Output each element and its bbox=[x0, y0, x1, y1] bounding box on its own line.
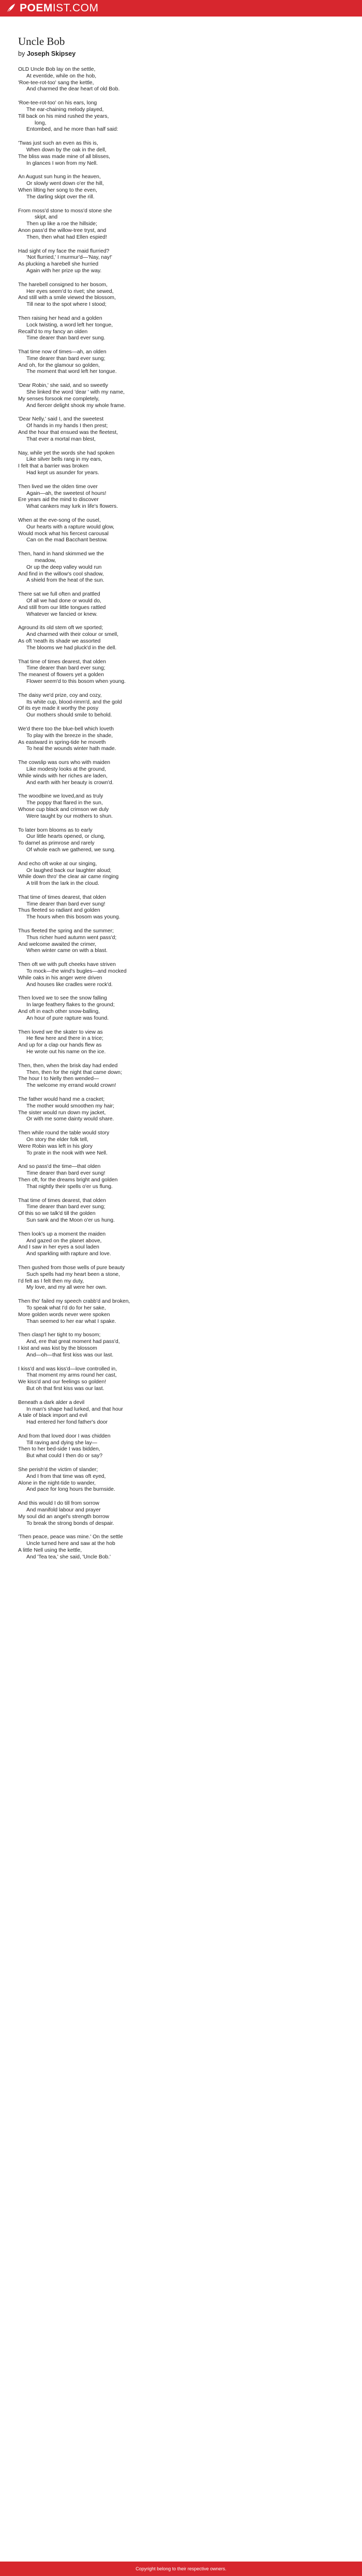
poem-line: The ear-chaining melody played, bbox=[26, 106, 104, 113]
poem-line: Than seemed to her ear what I spake. bbox=[26, 1318, 116, 1324]
poem-line: Then while round the table would story bbox=[18, 1130, 110, 1136]
poem-line: Of all we had done or would do, bbox=[26, 598, 101, 604]
poem-line: The cowslip was ours who with maiden bbox=[18, 760, 110, 766]
poem-line: Sun sank and the Moon o'er us hung. bbox=[26, 1217, 115, 1223]
poem-line: Aground its old stem oft we sported; bbox=[18, 625, 103, 631]
poem-stanza bbox=[18, 383, 344, 409]
poem-line: 'Dear Nelly,' said I, and the sweetest bbox=[18, 416, 104, 423]
poem-line: The darling skipt over the rill. bbox=[26, 194, 95, 200]
poem-line: To mock—the wind's bugles—and mocked bbox=[26, 969, 127, 975]
poem-line: In large feathery flakes to the ground; bbox=[26, 1002, 115, 1008]
poem-line: Whose cup black and crimson we duly bbox=[18, 806, 109, 813]
poem-line: Beneath a dark alder a devil bbox=[18, 1399, 85, 1406]
poem-line: To break the strong bonds of despair. bbox=[26, 1520, 114, 1526]
poem-line: Time dearer than bard ever sung; bbox=[26, 665, 105, 672]
poem-line: He wrote out his name on the ice. bbox=[26, 1049, 106, 1055]
poem-line: She perish'd the victim of slander; bbox=[18, 1467, 98, 1473]
poem-stanza bbox=[18, 1467, 344, 1493]
byline-prefix: by bbox=[18, 50, 25, 57]
poem-line: And houses like cradles were rock'd. bbox=[26, 981, 113, 988]
poem-line: A little Nell using the kettle, bbox=[18, 1548, 82, 1554]
poem-body bbox=[18, 67, 344, 1561]
poem-line: And echo oft woke at our singing, bbox=[18, 861, 97, 867]
poem-line: To later born blooms as to early bbox=[18, 827, 93, 833]
poem-line: And charmed the dear heart of old Bob. bbox=[26, 86, 120, 92]
poem-line: Entombed, and he more than half said: bbox=[26, 127, 118, 133]
poem-line: To heal the wounds winter hath made. bbox=[26, 746, 116, 752]
poem-line: Or with me some dainty would share. bbox=[26, 1116, 114, 1122]
poem-line: I'd felt as I felt then my duty, bbox=[18, 1278, 84, 1284]
poem-line: 'Roe-tee-rot-too' on his ears, long bbox=[18, 100, 97, 106]
poem-line: But oh that first kiss was our last. bbox=[26, 1385, 104, 1392]
poem-line: Lock twisting, a word left her tongue, bbox=[26, 322, 113, 328]
poem-stanza bbox=[18, 67, 344, 93]
poem-line: And charmed with their colour or smell, bbox=[26, 632, 118, 638]
poem-line: And the hour that ensued was the fleetest, bbox=[18, 430, 118, 436]
poem-line: 'Twas just such an even as this is, bbox=[18, 140, 98, 147]
poem-line: Till near to the spot where I stood; bbox=[26, 302, 107, 308]
poem-line: I kiss'd and was kiss'd—love controlled in, bbox=[18, 1366, 117, 1372]
poem-line: Then gushed from those wells of pure beauty bbox=[18, 1264, 125, 1271]
poem-line: Then raising her head and a golden bbox=[18, 315, 102, 321]
poem-line: Or up the deep valley would run bbox=[26, 564, 102, 570]
poem-stanza bbox=[18, 760, 344, 786]
poem-stanza bbox=[18, 1097, 344, 1123]
poem-line: That nightly their spells o'er us flung. bbox=[26, 1183, 113, 1190]
poem-line: In glances I won from my Nell. bbox=[26, 160, 98, 166]
poem-line: meadow, bbox=[35, 558, 56, 564]
poem-line: 'Roe-tee-rot-too' sang the kettle, bbox=[18, 80, 94, 86]
poem-line: Of this so we talk'd till the golden bbox=[18, 1211, 96, 1217]
brand-light: IST.COM bbox=[52, 2, 99, 14]
poem-line: 'Then peace, peace was mine.' On the settle bbox=[18, 1534, 123, 1540]
poem-line: Would mock what his fiercest carousal bbox=[18, 530, 109, 537]
poem-line: The father would hand me a cracket; bbox=[18, 1097, 105, 1103]
poem-line: We'd there too the blue-bell which loveth bbox=[18, 726, 114, 732]
poem-line: The hours when this bosom was young. bbox=[26, 914, 120, 920]
poem-line: To play with the breeze in the shade, bbox=[26, 732, 113, 739]
poem-line: What cankers may lurk in life's flowers. bbox=[26, 504, 118, 510]
poem-line: Her eyes seem'd to rivet; she sewed, bbox=[26, 288, 114, 294]
byline bbox=[18, 50, 344, 57]
poem-line: Then loved we the skater to view as bbox=[18, 1029, 103, 1035]
poem-line: I kist and was kist by the blossom bbox=[18, 1345, 97, 1351]
poem-line: Then lived we the olden time over bbox=[18, 483, 98, 490]
poem-stanza bbox=[18, 625, 344, 651]
poem-line: Of its eye made it worthy the posy bbox=[18, 706, 99, 712]
poem-line: Time dearer than bard ever sung! bbox=[26, 901, 105, 907]
site-logo[interactable] bbox=[5, 2, 99, 14]
poem-line: In man's shape had lurked, and that hour bbox=[26, 1406, 123, 1412]
poem-line: And find in the willow's cool shadow, bbox=[18, 571, 104, 577]
poem-stanza bbox=[18, 1433, 344, 1460]
poem-line: Anon pass'd the willow-tree tryst, and bbox=[18, 227, 107, 233]
poem-stanza bbox=[18, 591, 344, 618]
poem-line: Ere years aid the mind to discover bbox=[18, 497, 99, 503]
poem-line: Had entered her fond father's door bbox=[26, 1419, 108, 1426]
poem-line: Whatever we fancied or knew. bbox=[26, 611, 98, 617]
poem-line: While winds with her riches are laden, bbox=[18, 773, 108, 779]
poem-line: I felt that a barrier was broken bbox=[18, 463, 89, 470]
poem-line: While down thro' the clear air came ringing bbox=[18, 874, 119, 880]
poem-stanza bbox=[18, 1501, 344, 1527]
poem-line: The daisy we'd prize, coy and cozy, bbox=[18, 692, 102, 698]
poem-line: Then look's up a moment the maiden bbox=[18, 1231, 106, 1237]
poem-line: Nay, while yet the words she had spoken bbox=[18, 450, 115, 456]
poem-line: And fiercer delight shook my whole frame. bbox=[26, 402, 126, 409]
poem-line: Then oft, for the dreams bright and golden bbox=[18, 1177, 118, 1183]
poem-line: And so pass'd the time—that olden bbox=[18, 1164, 101, 1170]
poem-stanza bbox=[18, 174, 344, 200]
poem-line: To prate in the nook with wee Nell. bbox=[26, 1150, 108, 1156]
poem-line: Then oft we with puft cheeks have striven bbox=[18, 962, 116, 968]
site-brand bbox=[20, 2, 99, 14]
poem-line: When at the eve-song of the ousel, bbox=[18, 518, 101, 524]
poem-line: And manifold labour and prayer bbox=[26, 1507, 101, 1513]
poem-line: Of hands in my hands I then prest; bbox=[26, 423, 108, 429]
poem-line: And from that loved door I was chidden bbox=[18, 1433, 111, 1439]
poem-line: Time dearer than bard ever sung; bbox=[26, 355, 105, 362]
poem-line: Its white cup, blood-rimm'd, and the gold bbox=[26, 699, 122, 705]
poem-stanza bbox=[18, 208, 344, 241]
poem-line: More golden words never were spoken bbox=[18, 1312, 110, 1318]
poem-line: Then loved we to see the snow falling bbox=[18, 995, 107, 1002]
poem-line: And still from our little tongues rattled bbox=[18, 604, 106, 611]
poem-line: That time of times dearest, that olden bbox=[18, 659, 106, 665]
poem-stanza bbox=[18, 1164, 344, 1190]
poem-line: The welcome my errand would crown! bbox=[26, 1083, 116, 1089]
poem-line: And earth with her beauty is crown'd. bbox=[26, 779, 114, 786]
poem-line: And oh, for the glamour so golden, bbox=[18, 362, 100, 368]
poem-line: The woodbine we loved,and as truly bbox=[18, 793, 103, 800]
poem-stanza bbox=[18, 1198, 344, 1224]
poem-line: And—oh—that first kiss was our last. bbox=[26, 1352, 114, 1358]
poem-stanza bbox=[18, 140, 344, 167]
poem-stanza bbox=[18, 995, 344, 1022]
poem-line: She linked the word 'dear ' with my name, bbox=[26, 389, 125, 396]
poem-line: The blooms we had pluck'd in the dell. bbox=[26, 645, 117, 651]
poem-line: long, bbox=[35, 120, 47, 126]
quill-logo-icon bbox=[5, 3, 17, 14]
poem-line: Or laughed back our laughter aloud; bbox=[26, 867, 112, 873]
poem-line: That moment my arms round her cast, bbox=[26, 1372, 117, 1379]
poem-line: The moment that word left her tongue. bbox=[26, 369, 117, 375]
poem-stanza bbox=[18, 861, 344, 887]
poem-line: Then, then for the night that came down; bbox=[26, 1069, 122, 1075]
poem-line: Then, hand in hand skimmed we the bbox=[18, 551, 104, 557]
poem-line: Had sight of my face the maid flurried? bbox=[18, 248, 110, 254]
poem-line: My senses forsook me completely, bbox=[18, 396, 100, 402]
poem-line: When down by the oak in the dell, bbox=[26, 147, 107, 153]
poem-line: Then, then what had Ellen espied! bbox=[26, 234, 107, 240]
poem-line: Time dearer than bard ever sung. bbox=[26, 335, 105, 341]
poem-line: On story the elder folk tell, bbox=[26, 1137, 88, 1143]
poem-line: Then, then, when the brisk day had ended bbox=[18, 1063, 118, 1069]
poem-stanza bbox=[18, 484, 344, 510]
poem-line: The sister would run down my jacket, bbox=[18, 1110, 106, 1116]
site-footer bbox=[0, 2562, 362, 2576]
poem-line: Till back on his mind rushed the years, bbox=[18, 113, 109, 119]
poem-stanza bbox=[18, 726, 344, 753]
poem-line: Time dearer than bard ever sung; bbox=[26, 1204, 105, 1210]
poem-stanza bbox=[18, 793, 344, 820]
poem-stanza bbox=[18, 450, 344, 477]
poem-stanza bbox=[18, 1029, 344, 1056]
poem-line: A trill from the lark in the cloud. bbox=[26, 881, 99, 887]
poem-line: Thus fleeted so radiant and golden bbox=[18, 908, 100, 914]
poem-line: My soul did an angel's strength borrow bbox=[18, 1513, 109, 1520]
poem-line: That ever a mortal man blest, bbox=[26, 436, 96, 442]
poem-line: Thus fleeted the spring and the summer; bbox=[18, 928, 114, 934]
poem-line: And 'Tea tea,' she said, 'Uncle Bob.' bbox=[26, 1554, 111, 1560]
poem-line: And gazed on the planet above, bbox=[26, 1238, 102, 1244]
poem-line: An hour of pure rapture was found. bbox=[26, 1015, 109, 1021]
poem-line: Again—ah, the sweetest of hours! bbox=[26, 490, 107, 496]
poem-stanza bbox=[18, 1400, 344, 1426]
poem-line: And still with a smile viewed the blossom, bbox=[18, 295, 116, 301]
poem-line: Flower seem'd to this bosom when young. bbox=[26, 678, 126, 684]
poem-line: At eventide, while on the hob, bbox=[26, 73, 97, 79]
poem-line: Then up like a roe the hillside; bbox=[26, 221, 97, 227]
poem-line: A shield from the heat of the sun. bbox=[26, 577, 104, 584]
poem-line: The bliss was made mine of all blisses, bbox=[18, 153, 110, 160]
poem-stanza bbox=[18, 100, 344, 133]
poem-line: Were taught by our mothers to shun. bbox=[26, 813, 113, 819]
poem-line: And welcome awaited the crimer, bbox=[18, 941, 97, 947]
poem-line: The mother would smoothen my hair; bbox=[26, 1103, 114, 1109]
poem-content bbox=[0, 17, 362, 1561]
poem-stanza bbox=[18, 1332, 344, 1359]
poem-line: We kiss'd and our feelings so golden! bbox=[18, 1379, 107, 1385]
poem-line: A tale of black import and evil bbox=[18, 1413, 87, 1419]
poem-stanza bbox=[18, 828, 344, 854]
poem-line: Thus richer hued autumn went pass'd; bbox=[26, 934, 117, 941]
poem-line: And, ere that great moment had pass'd, bbox=[26, 1339, 120, 1345]
poem-line: Or slowly went down o'er the hill, bbox=[26, 181, 104, 187]
poem-line: When lilting her song to the even, bbox=[18, 187, 97, 193]
poem-line: Such spells had my heart been a stone, bbox=[26, 1271, 120, 1277]
poem-line: Can on the mad Bacchant bestow. bbox=[26, 537, 108, 543]
poem-line: The harebell consigned to her bosom, bbox=[18, 282, 108, 288]
poem-stanza bbox=[18, 1265, 344, 1291]
poem-line: Till raving and dying she lay— bbox=[26, 1440, 97, 1446]
poem-line: Recall'd to my fancy an olden bbox=[18, 329, 88, 335]
poem-line: Again with her prize up the way. bbox=[26, 268, 102, 274]
poem-line: There sat we full often and prattled bbox=[18, 591, 100, 598]
poem-line: 'Not flurried,' I murmur'd—'Nay, nay!' bbox=[26, 255, 112, 261]
poem-stanza bbox=[18, 962, 344, 988]
poem-stanza bbox=[18, 282, 344, 308]
poem-stanza bbox=[18, 1130, 344, 1157]
poem-line: Of whole each we gathered, we sung. bbox=[26, 847, 116, 853]
poem-line: The meanest of flowers yet a golden bbox=[18, 672, 104, 678]
poem-line: From moss'd stone to moss'd stone she bbox=[18, 208, 112, 214]
poem-stanza bbox=[18, 1299, 344, 1325]
poem-stanza bbox=[18, 518, 344, 544]
poem-stanza bbox=[18, 316, 344, 342]
poem-title: Uncle Bob bbox=[18, 35, 65, 48]
poem-line: As eastward in spring-tide he moveth bbox=[18, 739, 106, 745]
poem-line: As plucking a harebell she hurried bbox=[18, 261, 99, 268]
poem-line: And oft in each other snow-balling, bbox=[18, 1009, 100, 1015]
poem-line: To darnel as primrose and rarely bbox=[18, 840, 95, 847]
poem-line: Uncle turned here and saw at the hob bbox=[26, 1541, 115, 1547]
poem-line: Then to her bed-side I was bidden, bbox=[18, 1446, 100, 1453]
poem-line: Then tho' failed my speech crabb'd and broken, bbox=[18, 1299, 130, 1305]
footer-copyright: Copyright belong to their respective owners. bbox=[135, 2566, 227, 2571]
poem-line: Then clasp'l her tight to my bosom; bbox=[18, 1332, 101, 1338]
poem-line: An August sun hung in the heaven, bbox=[18, 174, 101, 180]
poem-stanza bbox=[18, 1366, 344, 1393]
poem-line: 'Dear Robin,' she said, and so sweetly bbox=[18, 383, 108, 389]
poem-line: Our mothers should smile to behold. bbox=[26, 712, 112, 719]
poem-line: Time dearer than bard ever sung! bbox=[26, 1170, 105, 1177]
poem-line: Had kept us asunder for years. bbox=[26, 470, 99, 476]
poem-line: The hour I to Nelly then wended— bbox=[18, 1076, 99, 1082]
poem-line: Were Robin was left in his glory bbox=[18, 1143, 93, 1149]
poem-line: Like modesty looks at the ground, bbox=[26, 766, 106, 772]
author-link[interactable]: Joseph Skipsey bbox=[26, 50, 76, 57]
poem-stanza bbox=[18, 1534, 344, 1560]
poem-line: Our hearts with a rapture would glow, bbox=[26, 524, 114, 530]
poem-line: And I saw in her eyes a soul laden bbox=[18, 1244, 99, 1251]
poem-stanza bbox=[18, 416, 344, 443]
poem-line: And this would I do till from sorrow bbox=[18, 1501, 99, 1507]
poem-line: Our little hearts opened, or clung, bbox=[26, 834, 105, 840]
poem-line: And sparkling with rapture and love. bbox=[26, 1251, 111, 1257]
poem-line: OLD Uncle Bob lay on the settle, bbox=[18, 67, 96, 72]
poem-stanza bbox=[18, 928, 344, 955]
site-header bbox=[0, 0, 362, 17]
poem-line: And I from that time was oft eyed, bbox=[26, 1473, 106, 1479]
poem-line: Like silver bells rang in my ears, bbox=[26, 457, 102, 463]
poem-line: While oaks in his anger were driven bbox=[18, 975, 102, 981]
poem-line: But what could I then do or say? bbox=[26, 1453, 103, 1459]
poem-line: Alone in the night-tide to wander, bbox=[18, 1480, 96, 1486]
poem-line: He flew here and there in a trice; bbox=[26, 1036, 103, 1042]
poem-line: When winter came on with a blast. bbox=[26, 948, 108, 954]
poem-stanza bbox=[18, 659, 344, 685]
poem-line: skipt, and bbox=[35, 214, 58, 221]
poem-line: That time of times dearest, that olden bbox=[18, 894, 106, 900]
poem-line: That time now of times—ah, an olden bbox=[18, 349, 107, 355]
poem-line: And pace for long hours the burnside. bbox=[26, 1487, 115, 1493]
poem-line: My love, and my all were her own. bbox=[26, 1285, 107, 1291]
brand-strong: POEM bbox=[20, 2, 53, 14]
poem-line: And up for a clap our hands flew as bbox=[18, 1042, 102, 1049]
poem-line: To speak what I'd do for her sake, bbox=[26, 1305, 106, 1311]
poem-stanza bbox=[18, 1063, 344, 1089]
poem-stanza bbox=[18, 551, 344, 584]
poem-stanza bbox=[18, 693, 344, 719]
poem-stanza bbox=[18, 895, 344, 921]
poem-stanza bbox=[18, 248, 344, 275]
poem-line: That time of times dearest, that olden bbox=[18, 1197, 106, 1204]
poem-stanza bbox=[18, 1231, 344, 1258]
poem-line: The poppy that flared in the sun, bbox=[26, 800, 103, 806]
poem-line: As oft 'neath its shade we assorted bbox=[18, 638, 101, 644]
poem-stanza bbox=[18, 349, 344, 376]
